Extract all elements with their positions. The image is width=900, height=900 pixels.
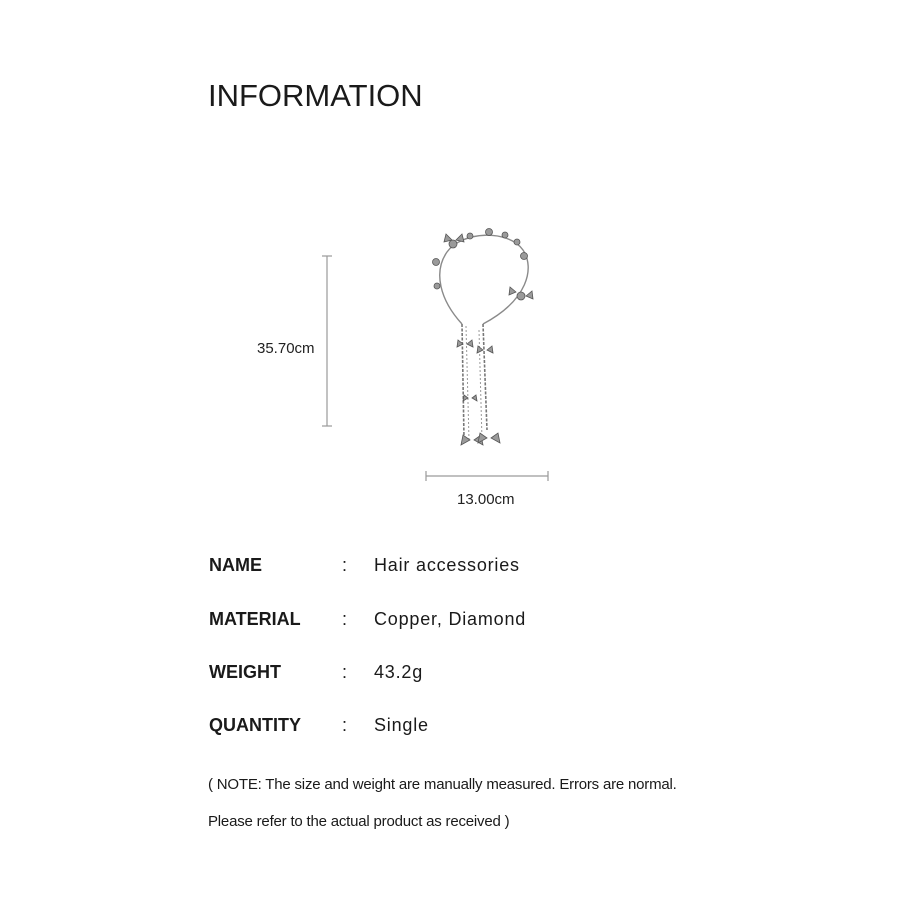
spec-value: Hair accessories — [374, 555, 520, 575]
spec-key: MATERIAL — [209, 609, 301, 629]
width-dimension-line — [426, 471, 548, 481]
spec-separator: : — [342, 609, 348, 629]
note-line-2: Please refer to the actual product as received ) — [208, 813, 510, 830]
spec-key: NAME — [209, 555, 262, 575]
height-dimension-line — [322, 256, 332, 426]
spec-separator: : — [342, 555, 348, 575]
spec-separator: : — [342, 662, 348, 682]
headband-illustration — [440, 235, 528, 440]
spec-value: 43.2g — [374, 662, 424, 682]
height-dimension-label: 35.70cm — [257, 340, 315, 357]
spec-separator: : — [342, 715, 348, 735]
spec-value: Copper, Diamond — [374, 609, 527, 629]
width-dimension-label: 13.00cm — [457, 491, 515, 508]
butterfly-ornaments — [433, 229, 534, 446]
spec-value: Single — [374, 715, 429, 735]
page-title: INFORMATION — [208, 78, 423, 113]
spec-key: WEIGHT — [209, 662, 281, 682]
note-line-1: ( NOTE: The size and weight are manually measured. Errors are normal. — [208, 776, 677, 793]
spec-key: QUANTITY — [209, 715, 301, 735]
